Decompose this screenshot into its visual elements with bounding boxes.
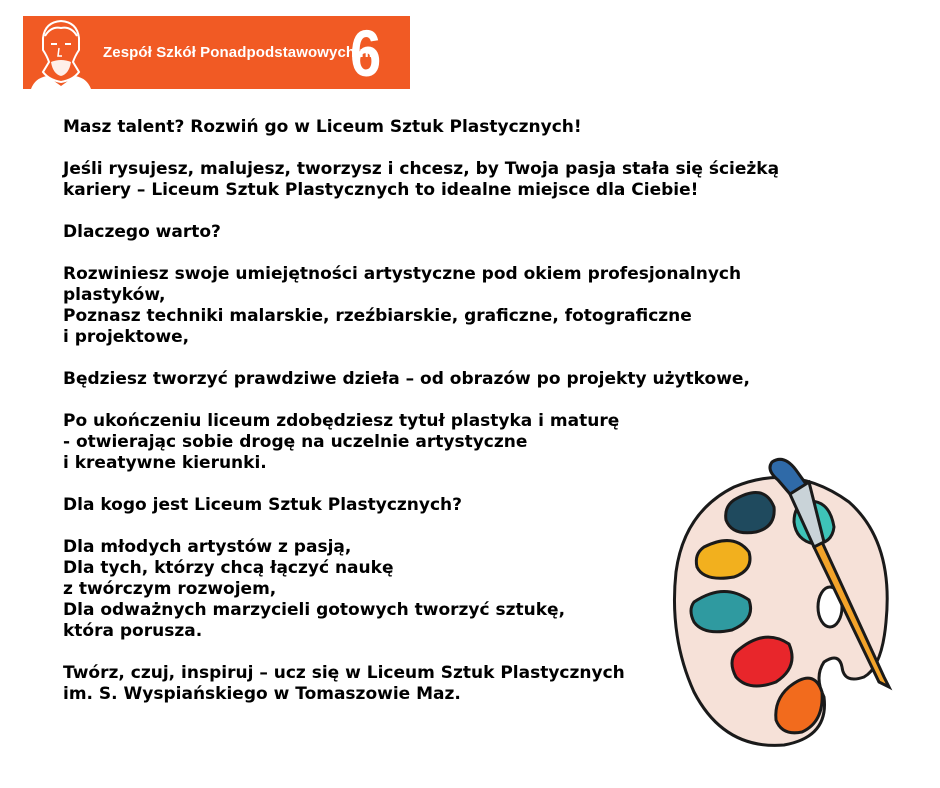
- school-number: 6: [350, 16, 382, 90]
- audience-paragraph: Dla młodych artystów z pasją, Dla tych, którzy chcą łączyć naukę z twórczym rozwojem, Dla odważnych marzycieli gotowych tworzyć sztukę, która porusza.: [63, 537, 566, 641]
- section-heading-who: Dla kogo jest Liceum Sztuk Plastycznych?: [63, 495, 463, 515]
- section-heading-why: Dlaczego warto?: [63, 222, 221, 242]
- closing-paragraph: Twórz, czuj, inspiruj – ucz się w Liceum Sztuk Plastycznych im. S. Wyspiańskiego w Tomaszowie Maz.: [63, 663, 625, 704]
- paint-palette-icon: [664, 452, 900, 752]
- patron-portrait-icon: [29, 16, 93, 89]
- benefit-paragraph: Będziesz tworzyć prawdziwe dzieła – od obrazów po projekty użytkowe,: [63, 369, 750, 389]
- headline: Masz talent? Rozwiń go w Liceum Sztuk Plastycznych!: [63, 117, 582, 137]
- school-name: Zespół Szkół Ponadpodstawowych nr: [103, 44, 375, 61]
- benefit-paragraph: Po ukończeniu liceum zdobędziesz tytuł plastyka i maturę - otwierając sobie drogę na uczelnie artystyczne i kreatywne kierunki.: [63, 411, 620, 473]
- intro-paragraph: Jeśli rysujesz, malujesz, tworzysz i chcesz, by Twoja pasja stała się ścieżką kariery – Liceum Sztuk Plastycznych to idealne miejsce dla Ciebie!: [63, 159, 780, 200]
- benefit-paragraph: Rozwiniesz swoje umiejętności artystyczne pod okiem profesjonalnych plastyków, Poznasz techniki malarskie, rzeźbiarskie, graficzne, fotograficzne i projektowe,: [63, 264, 742, 347]
- school-header-banner: [23, 16, 410, 89]
